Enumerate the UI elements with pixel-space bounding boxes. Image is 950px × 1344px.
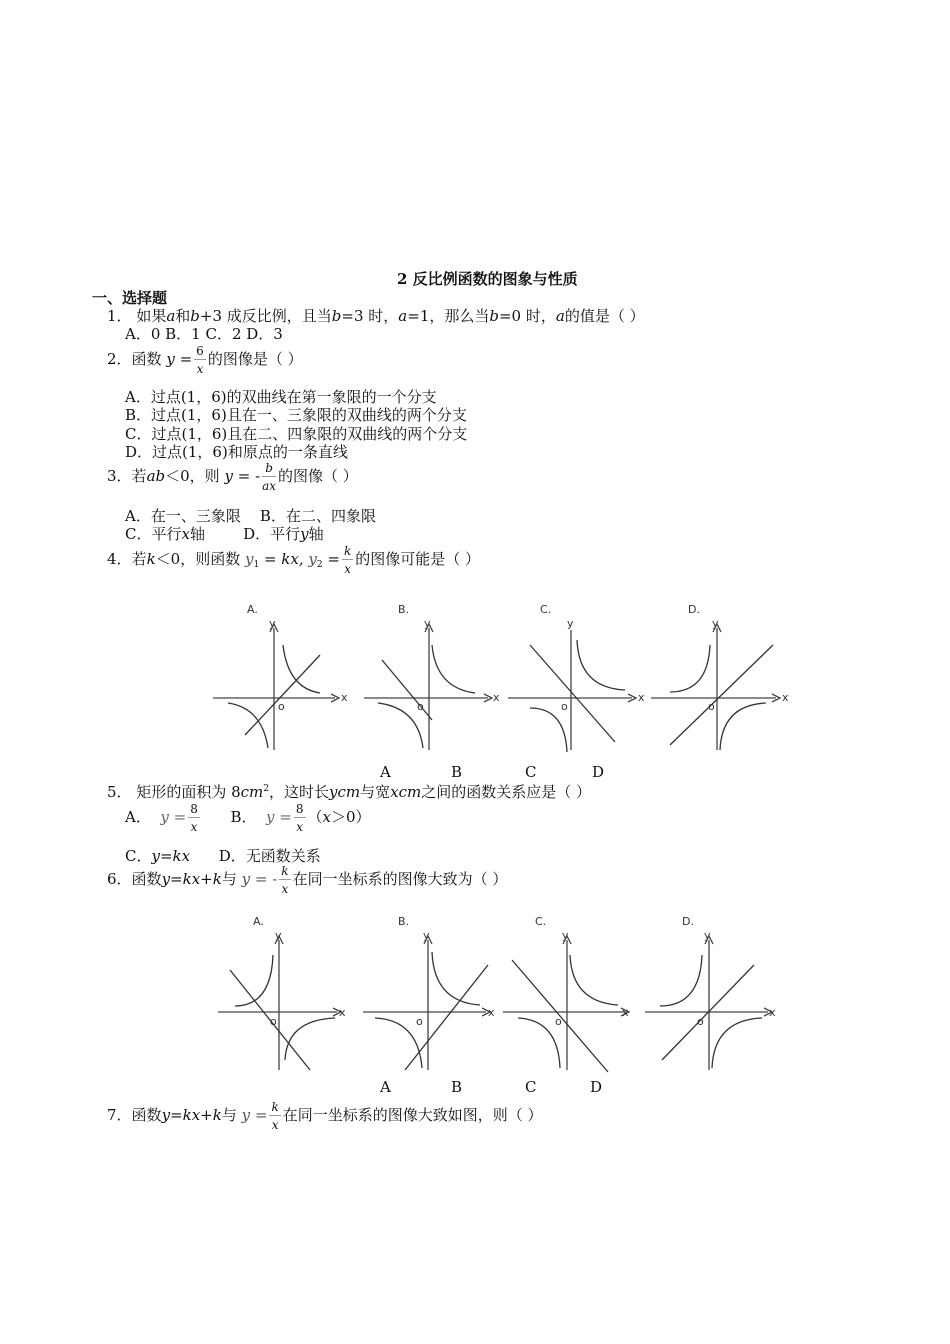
- q3-option-b: B．在二、四象限: [259, 507, 376, 525]
- question-7: [107, 1101, 543, 1131]
- var-y: y: [166, 350, 175, 368]
- var-b: b: [190, 307, 200, 325]
- q2-text: 函数: [131, 350, 162, 368]
- q1-text: =3 时，: [341, 307, 399, 325]
- origin-label: o: [555, 1015, 562, 1028]
- q4-label-a: A: [380, 763, 391, 781]
- q4-graph-c: [505, 600, 645, 758]
- q3-option-c: 轴: [189, 525, 205, 543]
- q4-text: 的图像可能是（ ）: [355, 550, 481, 568]
- equals-sign: =: [168, 808, 187, 826]
- axis-label-x: x: [622, 1006, 629, 1019]
- line-graph: [382, 660, 432, 720]
- graph-label: C.: [535, 915, 547, 928]
- axis-label-y: y: [269, 617, 276, 630]
- var-b: b: [489, 307, 499, 325]
- q2-number: 2．: [107, 350, 132, 368]
- q4-text: ＜0，则函数: [155, 550, 241, 568]
- axis-label-y: y: [562, 929, 569, 942]
- question-2: [107, 345, 303, 375]
- var-y: y: [241, 1106, 251, 1124]
- var-ycm: ycm: [329, 783, 361, 801]
- fraction-numerator: k: [281, 864, 289, 878]
- equals-sign: =: [174, 350, 193, 368]
- fraction-numerator: 8: [190, 802, 198, 816]
- q4-label-b: B: [451, 763, 463, 781]
- q2-option-d: D．过点(1，6)和原点的一条直线: [125, 443, 348, 461]
- q6-label-a: A: [380, 1078, 391, 1096]
- axis-label-y: y: [275, 929, 282, 942]
- q5-option-c-formula: y=kx: [151, 847, 191, 865]
- var-a: a: [166, 307, 176, 325]
- q6-graph-c: [500, 910, 645, 1075]
- q6-number: 6．: [107, 870, 132, 888]
- q2-option-c: C．过点(1，6)且在二、四象限的双曲线的两个分支: [125, 425, 468, 443]
- q1-text: 的值是（ ）: [564, 307, 645, 325]
- var-y: y: [160, 808, 169, 826]
- condition: （: [307, 808, 323, 826]
- q7-number: 7．: [107, 1106, 132, 1124]
- question-5: [107, 781, 591, 802]
- q4-graph-d: [648, 600, 798, 758]
- hyperbola-branch: [375, 1018, 422, 1068]
- fraction-denominator: x: [281, 882, 289, 896]
- graph-label: C.: [540, 603, 552, 616]
- q1-text: 和: [175, 307, 191, 325]
- origin-label: o: [278, 700, 285, 713]
- linear-func: = kx,: [259, 550, 309, 568]
- line-graph: [512, 960, 608, 1072]
- q1-number: 1．: [107, 307, 132, 325]
- unit-cm: cm: [240, 783, 264, 801]
- fraction: [188, 803, 200, 833]
- var-x: x: [322, 808, 331, 826]
- q6-label-d: D: [590, 1078, 603, 1096]
- axis-label-x: x: [339, 1006, 346, 1019]
- origin-label: o: [561, 700, 568, 713]
- q6-graph-b: [360, 910, 500, 1075]
- graph-label: B.: [398, 915, 410, 928]
- axis-label-x: x: [341, 691, 348, 704]
- q3-text: 若: [131, 467, 147, 485]
- fraction-denominator: x: [344, 562, 351, 576]
- q1-text: 如果: [131, 307, 167, 325]
- axis-label-y: y: [712, 617, 719, 630]
- axis-label-y: y: [424, 617, 431, 630]
- q7-text: 函数: [131, 1106, 162, 1124]
- var-a: a: [555, 307, 565, 325]
- fraction-numerator: 6: [196, 344, 204, 358]
- hyperbola-branch: [712, 1018, 762, 1068]
- fraction-denominator: x: [271, 1118, 279, 1132]
- q3-text: ＜0，则: [165, 467, 220, 485]
- q5-option-d: D．无函数关系: [218, 847, 321, 865]
- q1-text: =1，那么当: [407, 307, 490, 325]
- graph-label: D.: [688, 603, 700, 616]
- graph-label: A.: [247, 603, 258, 616]
- q3-text: 的图像（ ）: [278, 467, 358, 485]
- q6-label-b: B: [451, 1078, 463, 1096]
- section-heading: 一、选择题: [92, 289, 168, 307]
- q6-text: 与: [221, 870, 237, 888]
- q5-text: ，这时长: [269, 783, 330, 801]
- var-a: a: [398, 307, 408, 325]
- fraction-denominator: x: [196, 362, 204, 376]
- q7-text: 在同一坐标系的图像大致如图，则（ ）: [282, 1106, 543, 1124]
- var-x: x: [181, 525, 190, 543]
- q3-option-c: C．平行: [125, 525, 182, 543]
- subscript: 2: [316, 560, 323, 570]
- fraction: [194, 345, 206, 375]
- q5-number: 5．: [107, 783, 132, 801]
- fraction-numerator: b: [262, 462, 276, 477]
- line-graph: [230, 970, 310, 1070]
- fraction: [269, 1101, 280, 1131]
- q4-graph-a: [210, 600, 350, 758]
- hyperbola-branch: [570, 955, 618, 1005]
- var-k: k: [146, 550, 156, 568]
- hyperbola-branch: [432, 645, 475, 693]
- question-4: [107, 545, 480, 575]
- q5-text: 之间的函数关系应是（ ）: [421, 783, 592, 801]
- hyperbola-branch: [660, 955, 702, 1006]
- hyperbola-branch: [518, 1018, 560, 1068]
- origin-label: o: [417, 700, 424, 713]
- hyperbola-branch: [432, 952, 480, 1005]
- linear-func: y=kx+k: [161, 1106, 222, 1124]
- page-title: 2 反比例函数的图象与性质: [397, 270, 578, 288]
- fraction-numerator: k: [271, 1100, 279, 1114]
- equals-sign: =: [322, 550, 340, 568]
- var-ab: ab: [146, 467, 166, 485]
- q7-text: 与: [221, 1106, 237, 1124]
- q5-options-ab: [125, 803, 371, 833]
- q5-option-b: B．: [230, 808, 257, 826]
- axis-label-x: x: [488, 1006, 495, 1019]
- q3-option-d: 轴: [308, 525, 324, 543]
- origin-label: o: [416, 1015, 423, 1028]
- line-graph: [530, 645, 615, 742]
- origin-label: o: [697, 1015, 704, 1028]
- q6-text: 在同一坐标系的图像大致为（ ）: [292, 870, 508, 888]
- q5-option-a: A．: [125, 808, 151, 826]
- origin-label: o: [270, 1015, 277, 1028]
- q3-options-cd: [125, 523, 324, 544]
- q4-label-d: D: [592, 763, 605, 781]
- fraction: [279, 865, 290, 895]
- graph-label: D.: [682, 915, 694, 928]
- q5-text: 与宽: [360, 783, 391, 801]
- hyperbola-branch: [285, 1018, 335, 1060]
- var-y: y: [266, 808, 275, 826]
- condition: ＞0）: [331, 808, 371, 826]
- q6-text: 函数: [131, 870, 162, 888]
- var-y: y: [224, 467, 233, 485]
- hyperbola-branch: [235, 955, 273, 1006]
- question-6: [107, 865, 507, 895]
- fraction: [262, 462, 276, 492]
- line-graph: [245, 655, 320, 735]
- q4-graph-b: [360, 600, 500, 758]
- hyperbola-branch: [283, 645, 320, 693]
- axis-label-x: x: [493, 691, 500, 704]
- var-xcm: xcm: [390, 783, 422, 801]
- var-b: b: [331, 307, 342, 325]
- hyperbola-branch: [228, 703, 268, 748]
- q2-option-b: B．过点(1，6)且在一、三象限的双曲线的两个分支: [125, 406, 467, 424]
- q4-label-c: C: [525, 763, 537, 781]
- q6-graph-a: [215, 910, 355, 1075]
- q5-options-cd: [125, 845, 321, 866]
- axis-label-x: x: [769, 1006, 776, 1019]
- equals-sign: =: [274, 808, 292, 826]
- q4-number: 4．: [107, 550, 132, 568]
- question-3: [107, 462, 358, 492]
- fraction: [294, 803, 306, 833]
- var-y2: y: [308, 550, 317, 568]
- equals-sign: =: [250, 1106, 268, 1124]
- axis-label-x: x: [782, 691, 789, 704]
- graph-label: A.: [253, 915, 264, 928]
- fraction-numerator: k: [343, 544, 352, 558]
- q2-option-a: A．过点(1，6)的双曲线在第一象限的一个分支: [125, 388, 437, 406]
- origin-label: o: [708, 700, 715, 713]
- var-y1: y: [244, 550, 254, 568]
- fraction-denominator: x: [190, 820, 198, 834]
- hyperbola-branch: [530, 708, 567, 752]
- q2-text: 的图像是（ ）: [207, 350, 303, 368]
- q6-label-c: C: [525, 1078, 537, 1096]
- q5-option-c: C．: [125, 847, 152, 865]
- q3-option-a: A．在一、三象限: [125, 507, 241, 525]
- q3-number: 3．: [107, 467, 132, 485]
- q5-text: 矩形的面积为 8: [131, 783, 241, 801]
- fraction-denominator: x: [296, 820, 304, 834]
- linear-func: y=kx+k: [161, 870, 222, 888]
- hyperbola-branch: [577, 640, 625, 690]
- var-y: y: [241, 870, 251, 888]
- equals-sign: = -: [250, 870, 278, 888]
- axis-label-y: y: [704, 929, 711, 942]
- hyperbola-branch: [720, 703, 766, 750]
- axis-label-y: y: [423, 929, 430, 942]
- var-y: y: [300, 525, 309, 543]
- hyperbola-branch: [670, 645, 710, 692]
- q4-text: 若: [131, 550, 147, 568]
- superscript: 2: [263, 784, 269, 794]
- q1-options: A．0 B．1 C．2 D．3: [125, 325, 283, 343]
- subscript: 1: [253, 560, 260, 570]
- q1-text: +3 成反比例，且当: [199, 307, 332, 325]
- line-graph: [670, 645, 773, 745]
- fraction-denominator: ax: [262, 479, 277, 493]
- q3-option-d: D．平行: [243, 525, 301, 543]
- q6-graph-d: [642, 910, 787, 1075]
- axis-label-y: y: [567, 617, 574, 630]
- graph-label: B.: [398, 603, 410, 616]
- q1-text: =0 时，: [498, 307, 556, 325]
- fraction-numerator: 8: [295, 802, 304, 816]
- axis-label-x: x: [638, 691, 645, 704]
- fraction: [342, 545, 353, 575]
- equals-sign: = -: [232, 467, 261, 485]
